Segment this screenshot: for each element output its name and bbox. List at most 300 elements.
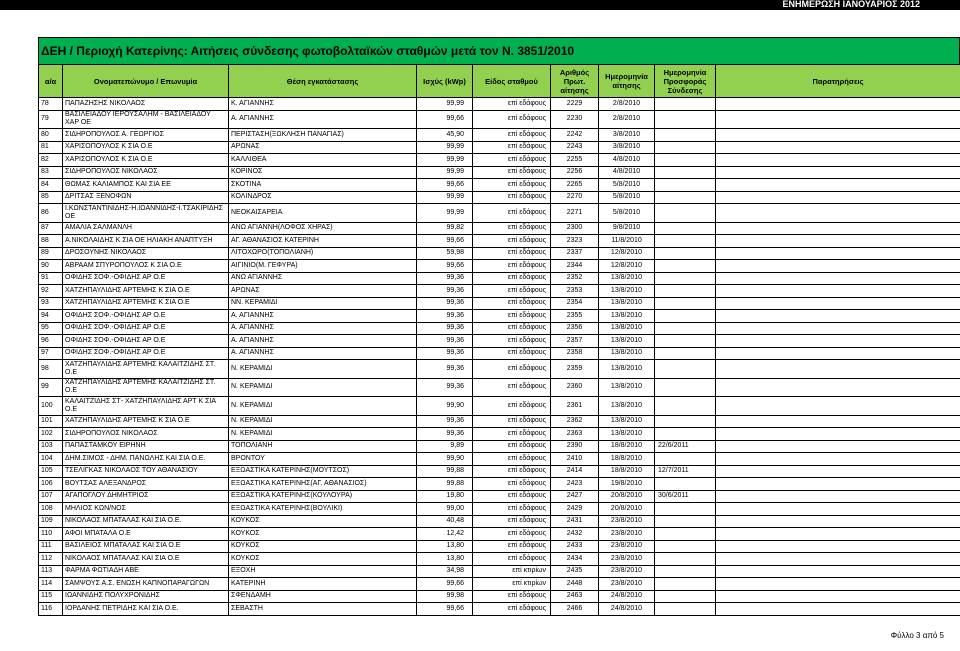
top-banner [0, 0, 960, 10]
cell-connection [655, 98, 716, 111]
cell-remarks [716, 141, 960, 154]
cell-date: 23/8/2010 [599, 578, 655, 591]
cell-remarks [716, 272, 960, 285]
cell-remarks [716, 553, 960, 566]
cell-connection [655, 528, 716, 541]
cell-aa: 102 [39, 428, 63, 441]
cell-remarks [716, 222, 960, 235]
cell-connection [655, 378, 716, 397]
cell-connection [655, 347, 716, 360]
cell-location: ΚΟΥΚΟΣ [229, 553, 417, 566]
cell-name: ΟΦΙΔΗΣ ΣΟΦ.-ΟΦΙΔΗΣ ΑΡ Ο.Ε [63, 272, 229, 285]
cell-name: ΣΑΜΨΟΥΣ Α.Σ. ΕΝΩΣΗ ΚΑΠΝΟΠΑΡΑΓΩΓΩΝ [63, 578, 229, 591]
cell-name: ΠΑΠΑΖΗΣΗΣ ΝΙΚΟΛΑΟΣ [63, 98, 229, 111]
cell-protocol: 2466 [551, 603, 599, 616]
table-row [39, 141, 960, 154]
cell-location: ΑΝΩ ΑΓΙΑΝΝΗ(ΛΟΦΟΣ ΧΗΡΑΣ) [229, 222, 417, 235]
cell-aa: 113 [39, 565, 63, 578]
cell-aa: 103 [39, 440, 63, 453]
cell-aa: 89 [39, 247, 63, 260]
cell-location: Ν. ΚΕΡΑΜΙΔΙ [229, 397, 417, 416]
cell-connection [655, 360, 716, 379]
cell-location: ΝΝ. ΚΕΡΑΜΙΔΙ [229, 297, 417, 310]
cell-date: 18/8/2010 [599, 440, 655, 453]
cell-name: ΙΩΑΝΝΙΔΗΣ ΠΟΛΥΧΡΟΝΙΔΗΣ [63, 590, 229, 603]
cell-power: 99,36 [417, 428, 473, 441]
cell-connection [655, 565, 716, 578]
cell-protocol: 2362 [551, 415, 599, 428]
cell-protocol: 2360 [551, 378, 599, 397]
cell-protocol: 2410 [551, 453, 599, 466]
cell-date: 18/8/2010 [599, 453, 655, 466]
cell-power: 99,36 [417, 360, 473, 379]
table-header-row [39, 65, 960, 98]
cell-connection [655, 154, 716, 167]
cell-remarks [716, 515, 960, 528]
cell-aa: 107 [39, 490, 63, 503]
cell-date: 4/8/2010 [599, 166, 655, 179]
cell-protocol: 2463 [551, 590, 599, 603]
cell-remarks [716, 260, 960, 273]
cell-type: επί εδάφους [473, 465, 551, 478]
cell-power: 99,00 [417, 503, 473, 516]
cell-power: 99,66 [417, 235, 473, 248]
header-power: Ισχύς (kWp) [417, 65, 473, 98]
cell-power: 13,80 [417, 540, 473, 553]
table-row [39, 415, 960, 428]
cell-connection [655, 191, 716, 204]
cell-date: 12/8/2010 [599, 247, 655, 260]
cell-power: 99,36 [417, 297, 473, 310]
cell-protocol: 2431 [551, 515, 599, 528]
cell-remarks [716, 490, 960, 503]
cell-power: 99,90 [417, 397, 473, 416]
cell-protocol: 2359 [551, 360, 599, 379]
cell-remarks [716, 310, 960, 323]
cell-location: Α. ΑΓΙΑΝΝΗΣ [229, 322, 417, 335]
cell-type: επί εδάφους [473, 297, 551, 310]
cell-location: ΣΚΟΤΙΝΑ [229, 179, 417, 192]
cell-date: 13/8/2010 [599, 428, 655, 441]
cell-location: ΝΕΟΚΑΙΣΑΡΕΙΑ [229, 204, 417, 223]
cell-aa: 111 [39, 540, 63, 553]
cell-aa: 99 [39, 378, 63, 397]
cell-aa: 92 [39, 285, 63, 298]
cell-remarks [716, 204, 960, 223]
cell-location: ΛΙΤΟΧΩΡΟ(ΤΟΠΟΛΙΑΝΗ) [229, 247, 417, 260]
cell-location: Κ. ΑΓΙΑΝΝΗΣ [229, 98, 417, 111]
cell-name: ΟΦΙΔΗΣ ΣΟΦ.-ΟΦΙΔΗΣ ΑΡ Ο.Ε [63, 335, 229, 348]
cell-aa: 95 [39, 322, 63, 335]
cell-remarks [716, 154, 960, 167]
cell-location: Α. ΑΓΙΑΝΝΗΣ [229, 335, 417, 348]
cell-name: ΙΟΡΔΑΝΗΣ ΠΕΤΡΙΔΗΣ ΚΑΙ ΣΙΑ Ο.Ε. [63, 603, 229, 616]
cell-date: 13/8/2010 [599, 397, 655, 416]
cell-aa: 96 [39, 335, 63, 348]
cell-location: ΒΡΟΝΤΟΥ [229, 453, 417, 466]
cell-date: 23/8/2010 [599, 540, 655, 553]
cell-aa: 78 [39, 98, 63, 111]
table-row [39, 453, 960, 466]
table-row [39, 335, 960, 348]
cell-power: 34,98 [417, 565, 473, 578]
cell-type: επί κτιρίων [473, 565, 551, 578]
cell-type: επί εδάφους [473, 235, 551, 248]
cell-location: ΚΟΥΚΟΣ [229, 540, 417, 553]
table-row [39, 129, 960, 142]
cell-remarks [716, 453, 960, 466]
cell-location: Ν. ΚΕΡΑΜΙΔΙ [229, 378, 417, 397]
header-name: Ονοματεπώνυμο / Επωνυμία [63, 65, 229, 98]
cell-connection: 22/6/2011 [655, 440, 716, 453]
cell-name: ΑΒΡΑΑΜ ΣΠΥΡΟΠΟΥΛΟΣ Κ ΣΙΑ Ο.Ε [63, 260, 229, 273]
table-row [39, 515, 960, 528]
cell-connection [655, 235, 716, 248]
cell-name: Α.ΝΙΚΟΛΑΙΔΗΣ Κ ΣΙΑ ΟΕ ΗΛΙΑΚΗ ΑΝΑΠΤΥΞΗ [63, 235, 229, 248]
cell-date: 12/8/2010 [599, 260, 655, 273]
cell-type: επί εδάφους [473, 272, 551, 285]
cell-aa: 83 [39, 166, 63, 179]
cell-name: ΣΙΔΗΡΟΠΟΥΛΟΣ ΝΙΚΟΛΑΟΣ [63, 428, 229, 441]
cell-aa: 85 [39, 191, 63, 204]
cell-type: επί εδάφους [473, 204, 551, 223]
cell-aa: 80 [39, 129, 63, 142]
table-row [39, 260, 960, 273]
cell-power: 99,99 [417, 98, 473, 111]
cell-protocol: 2255 [551, 154, 599, 167]
cell-name: ΚΑΛΑΙΤΖΙΔΗΣ ΣΤ- ΧΑΤΖΗΠΑΥΛΙΔΗΣ ΑΡΤ Κ ΣΙΑ Ο.Ε [63, 397, 229, 416]
cell-date: 11/8/2010 [599, 235, 655, 248]
cell-location: ΕΞΩΑΣΤΙΚΑ ΚΑΤΕΡΙΝΗΣ(ΒΟΥΛΙΚΙ) [229, 503, 417, 516]
cell-remarks [716, 247, 960, 260]
cell-date: 13/8/2010 [599, 347, 655, 360]
cell-connection [655, 260, 716, 273]
cell-remarks [716, 98, 960, 111]
cell-location: Ν. ΚΕΡΑΜΙΔΙ [229, 360, 417, 379]
cell-name: ΒΟΥΤΣΑΣ ΑΛΕΞΑΝΔΡΟΣ [63, 478, 229, 491]
cell-protocol: 2256 [551, 166, 599, 179]
cell-type: επί εδάφους [473, 478, 551, 491]
cell-name: Ι.ΚΩΝΣΤΑΝΤΙΝΙΔΗΣ-Η.ΙΩΑΝΝΙΔΗΣ-Ι.ΤΣΑΚΙΡΙΔΗΣ ΟΕ [63, 204, 229, 223]
cell-aa: 87 [39, 222, 63, 235]
cell-date: 13/8/2010 [599, 297, 655, 310]
cell-aa: 109 [39, 515, 63, 528]
cell-type: επί εδάφους [473, 528, 551, 541]
cell-date: 13/8/2010 [599, 360, 655, 379]
table-row [39, 603, 960, 616]
cell-protocol: 2323 [551, 235, 599, 248]
table-row [39, 360, 960, 379]
table-body [39, 98, 960, 616]
cell-type: επί εδάφους [473, 285, 551, 298]
cell-connection [655, 578, 716, 591]
cell-name: ΠΑΠΑΣΤΑΜΚΟΥ ΕΙΡΗΝΗ [63, 440, 229, 453]
table-row [39, 179, 960, 192]
cell-type: επί εδάφους [473, 166, 551, 179]
cell-power: 40,48 [417, 515, 473, 528]
cell-connection: 12/7/2011 [655, 465, 716, 478]
cell-location: ΑΝΩ ΑΓΙΑΝΝΗΣ [229, 272, 417, 285]
cell-location: ΕΞΟΧΗ [229, 565, 417, 578]
cell-date: 23/8/2010 [599, 528, 655, 541]
cell-power: 99,88 [417, 465, 473, 478]
cell-type: επί εδάφους [473, 397, 551, 416]
cell-protocol: 2390 [551, 440, 599, 453]
cell-name: ΧΑΤΖΗΠΑΥΛΙΔΗΣ ΑΡΤΕΜΗΣ ΚΑΛΑΙΤΖΙΔΗΣ ΣΤ. Ο.Ε [63, 378, 229, 397]
header-aa: α/α [39, 65, 63, 98]
spreadsheet [38, 37, 960, 616]
cell-remarks [716, 565, 960, 578]
page-footer: Φύλλο 3 από 5 [890, 631, 944, 640]
cell-power: 99,66 [417, 110, 473, 129]
cell-remarks [716, 179, 960, 192]
cell-power: 99,66 [417, 179, 473, 192]
cell-name: ΧΑΤΖΗΠΑΥΛΙΔΗΣ ΑΡΤΕΜΗΣ ΚΑΛΑΙΤΖΙΔΗΣ ΣΤ. Ο.Ε [63, 360, 229, 379]
table-row [39, 490, 960, 503]
cell-power: 99,36 [417, 285, 473, 298]
cell-aa: 82 [39, 154, 63, 167]
table-row [39, 478, 960, 491]
cell-protocol: 2429 [551, 503, 599, 516]
cell-name: ΜΗΛΙΟΣ ΚΩΝ/ΝΟΣ [63, 503, 229, 516]
cell-location: ΚΟΥΚΟΣ [229, 528, 417, 541]
cell-type: επί εδάφους [473, 247, 551, 260]
header-location: Θέση εγκατάστασης [229, 65, 417, 98]
cell-date: 23/8/2010 [599, 515, 655, 528]
cell-remarks [716, 440, 960, 453]
cell-connection [655, 129, 716, 142]
cell-protocol: 2354 [551, 297, 599, 310]
cell-protocol: 2353 [551, 285, 599, 298]
cell-connection [655, 222, 716, 235]
cell-connection [655, 179, 716, 192]
cell-type: επί εδάφους [473, 154, 551, 167]
cell-date: 13/8/2010 [599, 335, 655, 348]
cell-location: ΚΟΡΙΝΟΣ [229, 166, 417, 179]
cell-name: ΧΑΡΙΣΟΠΟΥΛΟΣ Κ ΣΙΑ Ο.Ε [63, 141, 229, 154]
cell-name: ΟΦΙΔΗΣ ΣΟΦ.-ΟΦΙΔΗΣ ΑΡ Ο.Ε [63, 322, 229, 335]
cell-name: ΧΑΤΖΗΠΑΥΛΙΔΗΣ ΑΡΤΕΜΗΣ Κ ΣΙΑ Ο.Ε [63, 297, 229, 310]
cell-protocol: 2432 [551, 528, 599, 541]
cell-type: επί εδάφους [473, 110, 551, 129]
cell-power: 12,42 [417, 528, 473, 541]
page-title: ΔΕΗ / Περιοχή Κατερίνης: Αιτήσεις σύνδεσης φωτοβολταϊκών σταθμών μετά τον Ν. 3851/2010 [38, 37, 960, 64]
cell-location: Ν. ΚΕΡΑΜΙΔΙ [229, 428, 417, 441]
cell-type: επί εδάφους [473, 440, 551, 453]
cell-type: επί εδάφους [473, 553, 551, 566]
cell-connection [655, 247, 716, 260]
cell-connection [655, 590, 716, 603]
cell-location: ΑΓ. ΑΘΑΝΑΣΙΟΣ ΚΑΤΕΡΙΝΗ [229, 235, 417, 248]
cell-protocol: 2265 [551, 179, 599, 192]
table-row [39, 297, 960, 310]
cell-remarks [716, 360, 960, 379]
cell-protocol: 2230 [551, 110, 599, 129]
cell-power: 99,88 [417, 478, 473, 491]
cell-type: επί εδάφους [473, 335, 551, 348]
cell-name: ΧΑΤΖΗΠΑΥΛΙΔΗΣ ΑΡΤΕΜΗΣ Κ ΣΙΑ Ο.Ε [63, 285, 229, 298]
cell-name: ΟΦΙΔΗΣ ΣΟΦ.-ΟΦΙΔΗΣ ΑΡ Ο.Ε [63, 347, 229, 360]
cell-location: ΚΑΛΛΙΘΕΑ [229, 154, 417, 167]
table-row [39, 310, 960, 323]
cell-name: ΔΡΙΤΣΑΣ ΞΕΝΟΦΩΝ [63, 191, 229, 204]
cell-protocol: 2356 [551, 322, 599, 335]
cell-aa: 110 [39, 528, 63, 541]
cell-remarks [716, 428, 960, 441]
table-row [39, 503, 960, 516]
cell-power: 99,98 [417, 590, 473, 603]
cell-aa: 114 [39, 578, 63, 591]
cell-connection [655, 335, 716, 348]
header-connection: Ημερομηνία Προσφοράς Σύνδεσης [655, 65, 716, 98]
cell-name: ΑΓΑΠΟΓΛΟΥ ΔΗΜΗΤΡΙΟΣ [63, 490, 229, 503]
cell-location: ΚΟΥΚΟΣ [229, 515, 417, 528]
cell-date: 23/8/2010 [599, 565, 655, 578]
cell-location: ΑΡΩΝΑΣ [229, 141, 417, 154]
cell-remarks [716, 347, 960, 360]
cell-date: 13/8/2010 [599, 378, 655, 397]
cell-name: ΤΣΕΛΙΓΚΑΣ ΝΙΚΟΛΑΟΣ ΤΟΥ ΑΘΑΝΑΣΙΟΥ [63, 465, 229, 478]
table-row [39, 465, 960, 478]
table-row [39, 378, 960, 397]
cell-power: 99,66 [417, 578, 473, 591]
cell-power: 99,82 [417, 222, 473, 235]
cell-aa: 90 [39, 260, 63, 273]
cell-type: επί εδάφους [473, 540, 551, 553]
cell-aa: 97 [39, 347, 63, 360]
cell-date: 13/8/2010 [599, 322, 655, 335]
cell-type: επί εδάφους [473, 415, 551, 428]
cell-location: Α. ΑΓΙΑΝΝΗΣ [229, 347, 417, 360]
cell-location: Α. ΑΓΙΑΝΝΗΣ [229, 310, 417, 323]
table-row [39, 565, 960, 578]
cell-type: επί εδάφους [473, 129, 551, 142]
header-type: Είδος σταθμού [473, 65, 551, 98]
cell-date: 5/8/2010 [599, 179, 655, 192]
cell-type: επί εδάφους [473, 590, 551, 603]
cell-protocol: 2242 [551, 129, 599, 142]
cell-remarks [716, 415, 960, 428]
cell-date: 4/8/2010 [599, 154, 655, 167]
table-row [39, 428, 960, 441]
table-row [39, 347, 960, 360]
cell-type: επί εδάφους [473, 98, 551, 111]
cell-remarks [716, 590, 960, 603]
cell-aa: 88 [39, 235, 63, 248]
cell-name: ΔΡΟΣΟΥΝΗΣ ΝΙΚΟΛΑΟΣ [63, 247, 229, 260]
table-row [39, 272, 960, 285]
table-row [39, 590, 960, 603]
cell-name: ΒΑΣΙΛΕΙΑΔΟΥ ΙΕΡΟΥΣΑΛΗΜ - ΒΑΣΙΛΕΙΑΔΟΥ ΧΑΡ ΟΕ [63, 110, 229, 129]
cell-type: επί κτιρίων [473, 578, 551, 591]
cell-remarks [716, 166, 960, 179]
cell-remarks [716, 335, 960, 348]
cell-type: επί εδάφους [473, 322, 551, 335]
cell-type: επί εδάφους [473, 490, 551, 503]
header-protocol: Αριθμός Πρωτ. αίτησης [551, 65, 599, 98]
cell-type: επί εδάφους [473, 428, 551, 441]
cell-remarks [716, 235, 960, 248]
cell-power: 99,36 [417, 272, 473, 285]
cell-protocol: 2358 [551, 347, 599, 360]
cell-location: ΚΑΤΕΡΙΝΗ [229, 578, 417, 591]
cell-protocol: 2337 [551, 247, 599, 260]
table-row [39, 222, 960, 235]
cell-protocol: 2357 [551, 335, 599, 348]
cell-connection [655, 478, 716, 491]
cell-name: ΧΑΤΖΗΠΑΥΛΙΔΗΣ ΑΡΤΕΜΗΣ Κ ΣΙΑ Ο.Ε [63, 415, 229, 428]
cell-date: 20/8/2010 [599, 490, 655, 503]
cell-remarks [716, 503, 960, 516]
cell-name: ΒΑΣΙΛΕΙΟΣ ΜΠΑΤΑΛΑΣ ΚΑΙ ΣΙΑ Ο.Ε [63, 540, 229, 553]
cell-power: 9,89 [417, 440, 473, 453]
cell-date: 3/8/2010 [599, 129, 655, 142]
cell-remarks [716, 191, 960, 204]
cell-power: 19,80 [417, 490, 473, 503]
cell-aa: 98 [39, 360, 63, 379]
cell-date: 5/8/2010 [599, 204, 655, 223]
cell-protocol: 2271 [551, 204, 599, 223]
cell-protocol: 2423 [551, 478, 599, 491]
cell-type: επί εδάφους [473, 515, 551, 528]
cell-aa: 115 [39, 590, 63, 603]
cell-aa: 81 [39, 141, 63, 154]
table-row [39, 540, 960, 553]
cell-remarks [716, 378, 960, 397]
cell-date: 24/8/2010 [599, 603, 655, 616]
cell-remarks [716, 465, 960, 478]
cell-name: ΔΗΜ.ΣΙΜΟΣ - ΔΗΜ. ΠΑΝΩΛΗΣ ΚΑΙ ΣΙΑ Ο.Ε. [63, 453, 229, 466]
cell-date: 2/8/2010 [599, 110, 655, 129]
banner-text: ΕΝΗΜΕΡΩΣΗ ΙΑΝΟΥΑΡΙΟΣ 2012 [782, 0, 920, 9]
cell-name: ΘΩΜΑΣ ΚΑΛΙΑΜΠΟΣ ΚΑΙ ΣΙΑ ΕΕ [63, 179, 229, 192]
cell-protocol: 2363 [551, 428, 599, 441]
cell-protocol: 2344 [551, 260, 599, 273]
cell-aa: 116 [39, 603, 63, 616]
table-row [39, 166, 960, 179]
table-row [39, 578, 960, 591]
cell-name: ΝΙΚΟΛΑΟΣ ΜΠΑΤΑΛΑΣ ΚΑΙ ΣΙΑ Ο.Ε. [63, 515, 229, 528]
cell-aa: 91 [39, 272, 63, 285]
cell-protocol: 2448 [551, 578, 599, 591]
cell-date: 24/8/2010 [599, 590, 655, 603]
cell-aa: 93 [39, 297, 63, 310]
cell-date: 20/8/2010 [599, 503, 655, 516]
cell-power: 99,66 [417, 603, 473, 616]
cell-protocol: 2270 [551, 191, 599, 204]
cell-type: επί εδάφους [473, 191, 551, 204]
cell-connection [655, 603, 716, 616]
cell-remarks [716, 603, 960, 616]
cell-remarks [716, 322, 960, 335]
cell-aa: 112 [39, 553, 63, 566]
cell-power: 99,36 [417, 415, 473, 428]
cell-connection [655, 322, 716, 335]
table-row [39, 98, 960, 111]
cell-date: 3/8/2010 [599, 141, 655, 154]
cell-power: 99,36 [417, 378, 473, 397]
table-row [39, 154, 960, 167]
cell-remarks [716, 540, 960, 553]
table-row [39, 440, 960, 453]
cell-aa: 100 [39, 397, 63, 416]
cell-power: 59,98 [417, 247, 473, 260]
cell-power: 13,80 [417, 553, 473, 566]
cell-connection [655, 204, 716, 223]
cell-name: ΟΦΙΔΗΣ ΣΟΦ.-ΟΦΙΔΗΣ ΑΡ Ο.Ε [63, 310, 229, 323]
cell-protocol: 2427 [551, 490, 599, 503]
cell-type: επί εδάφους [473, 503, 551, 516]
